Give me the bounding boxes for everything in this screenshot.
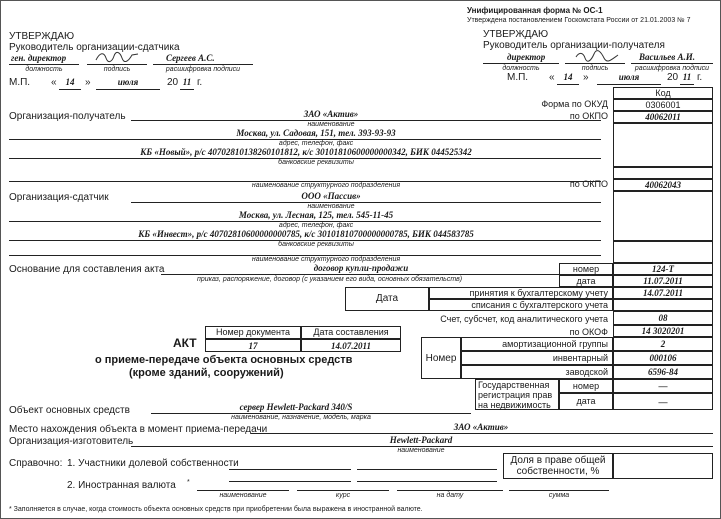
serial-label: заводской [565, 367, 608, 377]
reference-star: * [187, 479, 190, 486]
codes-empty-3 [613, 191, 713, 241]
left-day: 14 [65, 77, 75, 87]
right-quote-open: « [549, 72, 555, 83]
share-value-cell [613, 453, 713, 479]
right-approve-position: директор [507, 52, 546, 62]
basis-number-value: 124-Т [613, 263, 713, 275]
right-year-unit: г. [697, 72, 703, 83]
object-value: сервер Hewlett-Packard 340/S [239, 402, 353, 412]
depr-group-value: 2 [613, 337, 713, 351]
recipient-cap-bank: банковские реквизиты [278, 159, 354, 166]
sender-cap-dept: наименование структурного подразделения [251, 256, 401, 263]
left-cap-decoding: расшифровка подписи [165, 66, 241, 73]
sender-cap-name: наименование [307, 203, 355, 210]
recipient-cap-dept: наименование структурного подразделения [251, 182, 401, 189]
reference-label: Справочно: [9, 458, 63, 469]
right-year-suffix: 11 [682, 72, 692, 82]
location-label: Место нахождения объекта в момент приема-передачи [9, 424, 268, 435]
left-approve-decoding: Сергеев А.С. [166, 53, 215, 63]
object-cap: наименование, назначение, модель, марка [231, 414, 371, 421]
recipient-label: Организация-получатель [9, 111, 126, 122]
right-approve-heading: УТВЕРЖДАЮ [483, 29, 549, 40]
right-year-prefix: 20 [667, 72, 679, 83]
basis-value: договор купли-продажи [313, 263, 409, 273]
currency-cap-rate: курс [335, 492, 351, 499]
currency-cap-date: на дату [436, 492, 464, 499]
registration-number-value: — [613, 379, 713, 393]
share-label-1: Доля в праве общей [510, 455, 606, 466]
left-quote-close: » [85, 77, 91, 88]
recipient-cap-name: наименование [307, 121, 355, 128]
acc-account-label: Счет, субсчет, код аналитического учета [440, 314, 608, 324]
right-mp: М.П. [507, 72, 529, 83]
left-approve-heading: УТВЕРЖДАЮ [9, 31, 75, 42]
acc-accepted-value: 14.07.2011 [613, 287, 713, 299]
okud-label: Форма по ОКУД [541, 99, 608, 109]
right-month: июля [618, 72, 640, 82]
doc-date-label: Дата составления [313, 327, 389, 337]
sender-bank: КБ «Инвест», р/с 40702810600000000785, к/с 30101810700000000785, БИК 044583785 [138, 229, 474, 239]
left-year-unit: г. [197, 77, 203, 88]
right-quote-close: » [583, 72, 589, 83]
doc-number-label: Номер документа [215, 327, 291, 337]
okpo-sender-value: 40062043 [613, 179, 713, 191]
acc-account-value: 08 [613, 311, 713, 325]
recipient-bank: КБ «Новый», р/с 40702810138260101812, к/с 30101810600000000342, БИК 044525342 [140, 147, 472, 157]
manufacturer-label: Организация-изготовитель [9, 436, 134, 447]
inventory-label: инвентарный [552, 353, 608, 363]
act-title: АКТ [173, 336, 197, 350]
depr-group-label: амортизационной группы [502, 339, 608, 349]
serial-value: 6596-84 [613, 365, 713, 379]
right-cap-decoding: расшифровка подписи [634, 65, 710, 72]
left-approve-role: Руководитель организации-сдатчика [9, 42, 180, 53]
inventory-value: 000106 [613, 351, 713, 365]
reference-item-1: 1. Участники долевой собственности [67, 458, 239, 469]
form-approved-note: Утверждена постановлением Госкомстата России от 21.01.2003 № 7 [467, 17, 691, 24]
registration-label-1: Государственная [478, 380, 550, 390]
basis-date-label: дата [576, 276, 596, 286]
sender-cap-address: адрес, телефон, факс [278, 222, 354, 229]
right-approve-decoding: Васильев А.И. [639, 52, 696, 62]
doc-number-value: 17 [205, 339, 301, 352]
sender-cap-bank: банковские реквизиты [278, 241, 354, 248]
left-quote-open: « [51, 77, 57, 88]
codes-empty-4 [613, 241, 713, 263]
left-year-prefix: 20 [167, 77, 179, 88]
sender-address: Москва, ул. Лесная, 125, тел. 545-11-45 [238, 210, 394, 220]
currency-cap-sum: сумма [548, 492, 570, 499]
okpo-recipient-label: по ОКПО [569, 111, 608, 121]
okpo-recipient-value: 40062011 [613, 111, 713, 123]
recipient-address: Москва, ул. Садовая, 151, тел. 393-93-93 [236, 128, 396, 138]
right-day: 14 [563, 72, 573, 82]
left-mp: М.П. [9, 77, 31, 88]
numbers-label: Номер [425, 353, 457, 364]
footnote: * Заполняется в случае, когда стоимость объекта основных средств при приобретении была выражена в иностранной валюте. [9, 506, 423, 513]
left-approve-position: ген. директор [11, 53, 67, 63]
doc-date-value: 14.07.2011 [301, 339, 401, 352]
right-cap-position: должность [502, 65, 540, 72]
sender-name: ООО «Пассив» [301, 191, 361, 201]
form-title: Унифицированная форма № ОС-1 [467, 6, 603, 15]
basis-label: Основание для составления акта [9, 264, 165, 275]
acc-writeoff-label: списания с бухгалтерского учета [471, 300, 608, 310]
share-label-2: собственности, % [516, 466, 600, 477]
basis-cap: приказ, распоряжение, договор (с указанием его вида, основных обязательств) [197, 276, 463, 283]
left-cap-signature: подпись [103, 66, 131, 73]
left-year-suffix: 11 [182, 77, 192, 87]
left-cap-position: должность [25, 66, 63, 73]
acc-accepted-label: принятия к бухгалтерскому учету [469, 288, 608, 298]
recipient-name: ЗАО «Актив» [303, 109, 359, 119]
basis-number-label: номер [572, 264, 600, 274]
registration-label-2: регистрация прав [478, 390, 553, 400]
codes-empty-1 [613, 123, 713, 167]
left-month: июля [117, 77, 139, 87]
okof-value: 14 3020201 [613, 325, 713, 337]
act-subtitle-2: (кроме зданий, сооружений) [129, 367, 284, 379]
acc-date-label: Дата [375, 293, 399, 304]
registration-number-label: номер [572, 381, 600, 391]
okud-value: 0306001 [613, 99, 713, 111]
location-value: ЗАО «Актив» [453, 422, 509, 432]
okof-label: по ОКОФ [569, 327, 608, 337]
currency-cap-name: наименование [219, 492, 267, 499]
acc-writeoff-value [613, 299, 713, 311]
registration-date-label: дата [576, 396, 596, 406]
reference-item-2: 2. Иностранная валюта [67, 480, 176, 491]
okpo-sender-label: по ОКПО [569, 179, 608, 189]
codes-header: Код [613, 87, 713, 99]
object-label: Объект основных средств [9, 405, 130, 416]
right-approve-role: Руководитель организации-получателя [483, 40, 665, 51]
registration-label-3: на недвижимость [478, 400, 551, 410]
manufacturer-value: Hewlett-Packard [389, 435, 453, 445]
basis-date-value: 11.07.2011 [613, 275, 713, 287]
recipient-cap-address: адрес, телефон, факс [278, 140, 354, 147]
codes-empty-2 [613, 167, 713, 179]
manufacturer-cap: наименование [397, 447, 445, 454]
sender-label: Организация-сдатчик [9, 192, 109, 203]
act-subtitle-1: о приеме-передаче объекта основных средств [95, 354, 353, 366]
registration-date-value: — [613, 393, 713, 410]
right-cap-signature: подпись [581, 65, 609, 72]
